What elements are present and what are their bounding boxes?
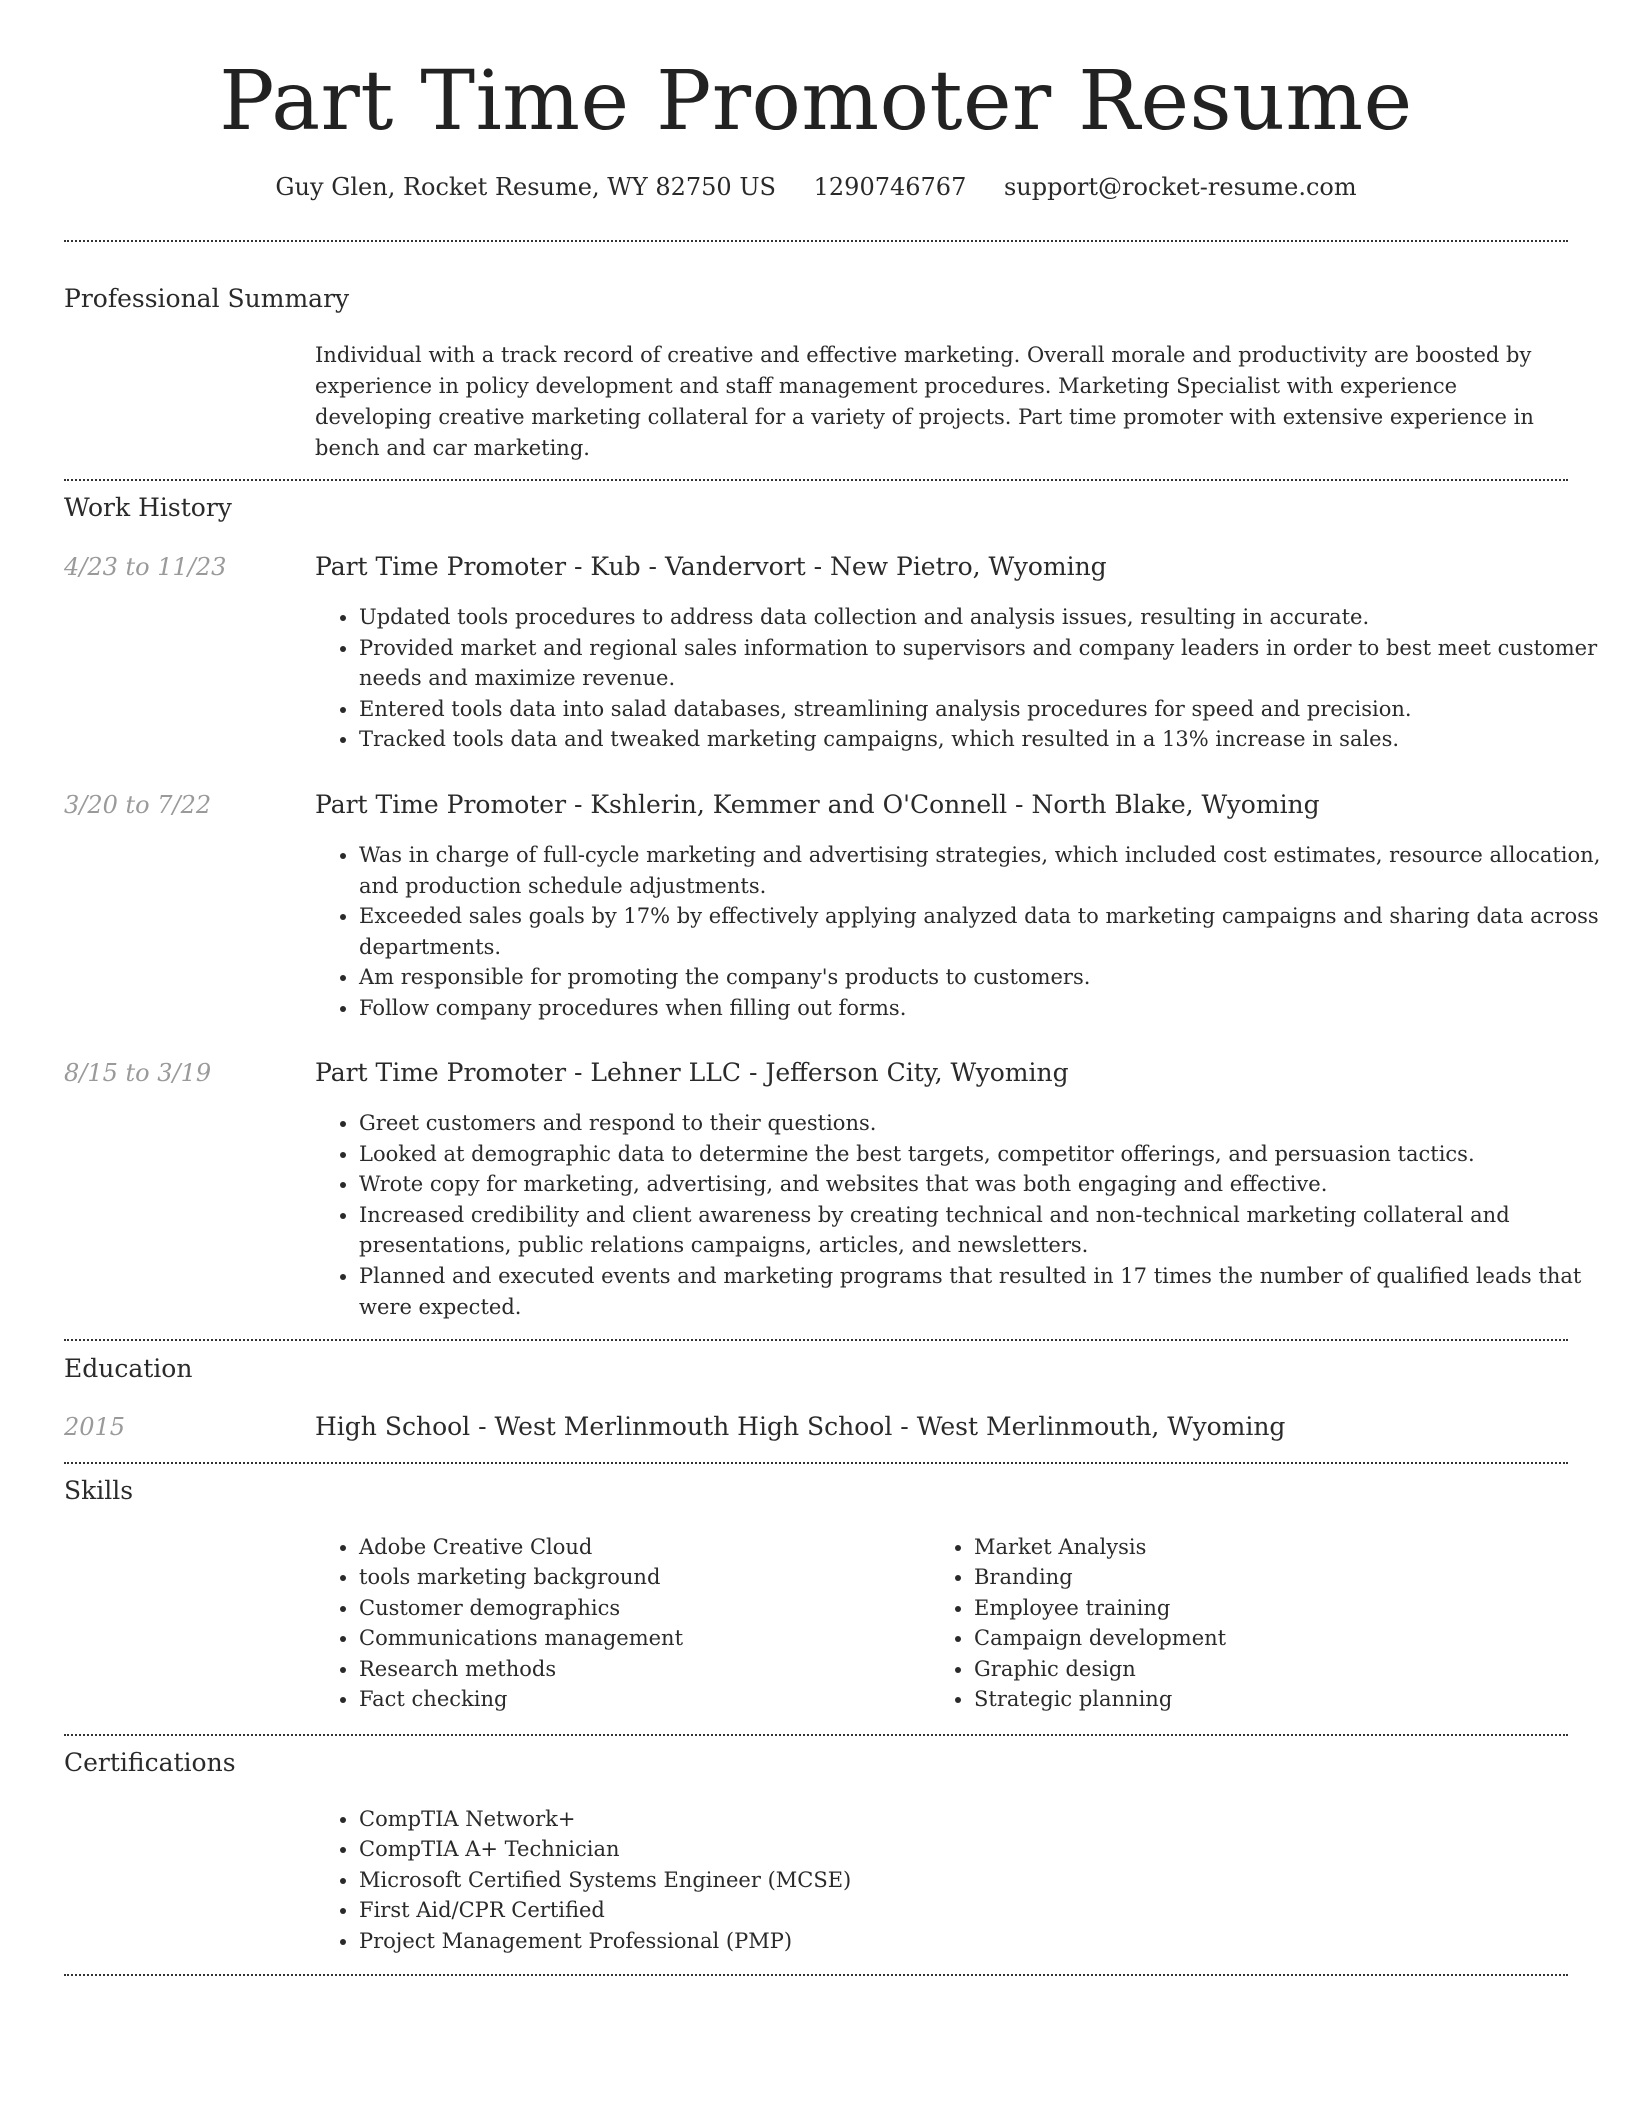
job-bullet: • Am responsible for promoting the company's products to customers. — [359, 962, 1614, 993]
education-year: 2015 — [64, 1413, 126, 1441]
skill-item: • Branding — [974, 1562, 1534, 1592]
job-dates: 8/15 to 3/19 — [64, 1059, 212, 1087]
skill-item: • Campaign development — [974, 1623, 1534, 1653]
divider — [64, 1462, 1568, 1464]
skill-item: • Communications management — [359, 1623, 919, 1653]
skill-item: • Research methods — [359, 1654, 919, 1684]
summary-text: Individual with a track record of creative and effective marketing. Overall morale and productivity are boosted by experience in policy development and staff management procedures. Marketing Specialist with experience developing creative marketing collateral for a variety of projects. Part time promoter with extensive experience in bench and car marketing. — [315, 343, 1534, 460]
certification-item: • Project Management Professional (PMP) — [359, 1926, 1559, 1956]
contact-phone: 1290746767 — [813, 173, 967, 201]
skill-item: • Fact checking — [359, 1684, 919, 1714]
job-bullet: • Updated tools procedures to address data collection and analysis issues, resulting in accurate. — [359, 602, 1614, 633]
skills-heading: Skills — [64, 1476, 134, 1505]
certifications-list — [315, 1804, 1559, 1956]
job-bullet: • Exceeded sales goals by 17% by effectively applying analyzed data to marketing campaigns and sharing data across departments. — [359, 901, 1614, 962]
job-bullet: • Was in charge of full-cycle marketing and advertising strategies, which included cost estimates, resource allocation, and production schedule adjustments. — [359, 840, 1614, 901]
certifications-heading: Certifications — [64, 1748, 236, 1777]
skill-item: • Customer demographics — [359, 1593, 919, 1623]
job-bullet: • Tracked tools data and tweaked marketing campaigns, which resulted in a 13% increase in sales. — [359, 724, 1614, 755]
contact-line — [64, 170, 1568, 204]
job-bullets — [315, 1108, 1614, 1322]
job-bullets — [315, 840, 1614, 1024]
job-dates: 3/20 to 7/22 — [64, 791, 212, 819]
summary-heading: Professional Summary — [64, 284, 350, 313]
divider — [64, 1339, 1568, 1341]
job-bullet: • Greet customers and respond to their questions. — [359, 1108, 1614, 1139]
job-title: Part Time Promoter - Kshlerin, Kemmer and O'Connell - North Blake, Wyoming — [315, 790, 1320, 819]
skill-item: • Market Analysis — [974, 1532, 1534, 1562]
contact-email: support@rocket-resume.com — [1003, 173, 1357, 201]
certification-item: • CompTIA A+ Technician — [359, 1834, 1559, 1864]
skills-list-right — [930, 1532, 1534, 1714]
contact-address: Guy Glen, Rocket Resume, WY 82750 US — [275, 173, 776, 201]
divider — [64, 1974, 1568, 1976]
divider — [64, 479, 1568, 481]
resume-title: Part Time Promoter Resume — [219, 54, 1413, 149]
job-dates: 4/23 to 11/23 — [64, 553, 227, 581]
certification-item: • CompTIA Network+ — [359, 1804, 1559, 1834]
work-history-heading: Work History — [64, 493, 232, 522]
education-entry: High School - West Merlinmouth High School - West Merlinmouth, Wyoming — [315, 1412, 1286, 1441]
skill-item: • Adobe Creative Cloud — [359, 1532, 919, 1562]
skill-item: • tools marketing background — [359, 1562, 919, 1592]
job-bullet: • Entered tools data into salad databases, streamlining analysis procedures for speed and precision. — [359, 694, 1614, 725]
divider — [64, 240, 1568, 242]
certification-item: • First Aid/CPR Certified — [359, 1895, 1559, 1925]
education-heading: Education — [64, 1354, 193, 1383]
skill-item: • Strategic planning — [974, 1684, 1534, 1714]
skills-list-left — [315, 1532, 919, 1714]
job-bullet: • Wrote copy for marketing, advertising, and websites that was both engaging and effective. — [359, 1169, 1614, 1200]
job-title: Part Time Promoter - Lehner LLC - Jefferson City, Wyoming — [315, 1058, 1069, 1087]
certification-item: • Microsoft Certified Systems Engineer (MCSE) — [359, 1865, 1559, 1895]
job-bullets — [315, 602, 1614, 755]
job-bullet: • Provided market and regional sales information to supervisors and company leaders in order to best meet customer needs and maximize revenue. — [359, 633, 1614, 694]
job-title: Part Time Promoter - Kub - Vandervort - New Pietro, Wyoming — [315, 552, 1107, 581]
job-bullet: • Increased credibility and client awareness by creating technical and non-technical marketing collateral and presentations, public relations campaigns, articles, and newsletters. — [359, 1200, 1614, 1261]
skill-item: • Employee training — [974, 1593, 1534, 1623]
divider — [64, 1734, 1568, 1736]
job-bullet: • Follow company procedures when filling out forms. — [359, 993, 1614, 1024]
skill-item: • Graphic design — [974, 1654, 1534, 1684]
job-bullet: • Looked at demographic data to determine the best targets, competitor offerings, and persuasion tactics. — [359, 1139, 1614, 1170]
job-bullet: • Planned and executed events and marketing programs that resulted in 17 times the number of qualified leads that were expected. — [359, 1261, 1614, 1322]
